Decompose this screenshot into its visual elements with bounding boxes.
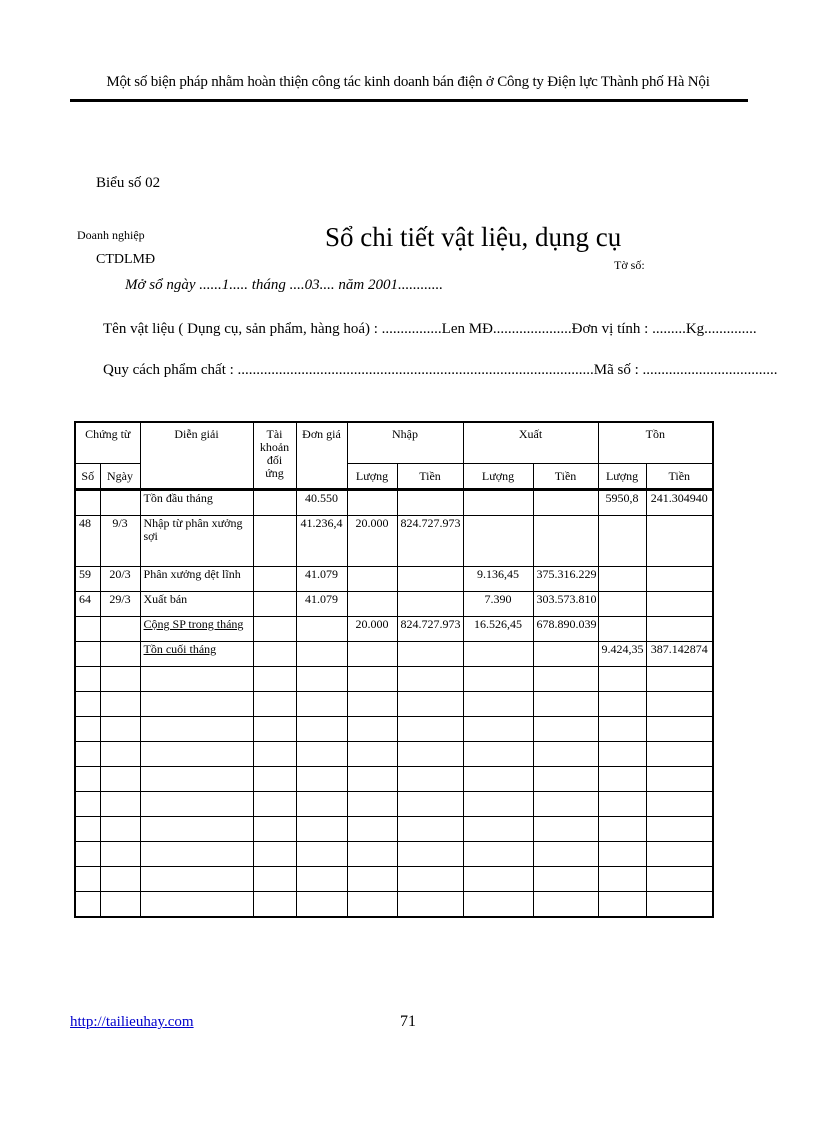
cell-export-qty: [463, 490, 533, 516]
header-import: Nhập: [347, 422, 463, 464]
cell-date: 20/3: [100, 567, 140, 592]
empty-row: [75, 717, 713, 742]
enterprise-name: CTDLMĐ: [96, 252, 156, 267]
ledger-table: [74, 421, 714, 918]
cell-unit-price: 41.079: [296, 567, 347, 592]
cell-no: 59: [75, 567, 100, 592]
empty-row: [75, 842, 713, 867]
cell-balance-qty: [598, 516, 646, 567]
cell-date: [100, 642, 140, 667]
cell-balance-qty: [598, 617, 646, 642]
cell-account: [253, 516, 296, 567]
empty-row: [75, 692, 713, 717]
document-title: Sổ chi tiết vật liệu, dụng cụ: [325, 222, 622, 252]
cell-export-amount: 678.890.039: [533, 617, 598, 642]
cell-date: [100, 490, 140, 516]
header-balance-amount: Tiền: [646, 464, 713, 490]
cell-import-qty: [347, 642, 397, 667]
cell-balance-amount: [646, 516, 713, 567]
cell-balance-qty: [598, 567, 646, 592]
cell-export-qty: [463, 516, 533, 567]
cell-export-amount: [533, 516, 598, 567]
cell-unit-price: [296, 642, 347, 667]
cell-description: Phân xưởng dệt lĩnh: [140, 567, 253, 592]
cell-unit-price: [296, 617, 347, 642]
header-balance-qty: Lượng: [598, 464, 646, 490]
empty-row: [75, 817, 713, 842]
empty-row: [75, 892, 713, 918]
cell-account: [253, 567, 296, 592]
cell-balance-amount: 241.304940: [646, 490, 713, 516]
table-row: [75, 567, 713, 592]
sheet-number: Tờ số:: [614, 258, 645, 272]
header-balance: Tồn: [598, 422, 713, 464]
cell-no: [75, 617, 100, 642]
cell-account: [253, 490, 296, 516]
table-row: [75, 642, 713, 667]
header-import-qty: Lượng: [347, 464, 397, 490]
empty-row: [75, 792, 713, 817]
header-description: Diễn giải: [140, 422, 253, 490]
cell-description: Xuất bán: [140, 592, 253, 617]
form-number: Biểu số 02: [96, 175, 161, 191]
cell-import-qty: 20.000: [347, 516, 397, 567]
empty-row: [75, 667, 713, 692]
cell-balance-qty: 5950,8: [598, 490, 646, 516]
cell-account: [253, 592, 296, 617]
cell-account: [253, 617, 296, 642]
cell-export-amount: 303.573.810: [533, 592, 598, 617]
cell-description: Tồn đầu tháng: [140, 490, 253, 516]
cell-import-qty: [347, 592, 397, 617]
cell-import-amount: [397, 642, 463, 667]
cell-date: 29/3: [100, 592, 140, 617]
cell-unit-price: 41.236,4: [296, 516, 347, 567]
table-row: [75, 592, 713, 617]
cell-date: 9/3: [100, 516, 140, 567]
empty-row: [75, 867, 713, 892]
open-date: Mở sổ ngày ......1..... tháng ....03.... năm 2001............: [125, 277, 443, 293]
page-number: 71: [400, 1013, 416, 1030]
cell-account: [253, 642, 296, 667]
header-export-qty: Lượng: [463, 464, 533, 490]
empty-row: [75, 742, 713, 767]
cell-no: [75, 642, 100, 667]
header-account: Tài khoản đối ứng: [253, 422, 296, 490]
header-unit-price: Đơn giá: [296, 422, 347, 490]
cell-import-amount: 824.727.973: [397, 516, 463, 567]
cell-import-amount: [397, 592, 463, 617]
cell-export-qty: 7.390: [463, 592, 533, 617]
header-no: Số: [75, 464, 100, 490]
cell-balance-amount: 387.142874: [646, 642, 713, 667]
cell-export-amount: [533, 642, 598, 667]
cell-no: 48: [75, 516, 100, 567]
cell-balance-amount: [646, 567, 713, 592]
empty-row: [75, 767, 713, 792]
cell-balance-qty: [598, 592, 646, 617]
cell-date: [100, 617, 140, 642]
table-row: [75, 617, 713, 642]
header-export: Xuất: [463, 422, 598, 464]
cell-export-amount: 375.316.229: [533, 567, 598, 592]
cell-import-amount: [397, 490, 463, 516]
header-date: Ngày: [100, 464, 140, 490]
header-import-amount: Tiền: [397, 464, 463, 490]
cell-balance-qty: 9.424,35: [598, 642, 646, 667]
table-row: [75, 516, 713, 567]
cell-import-amount: 824.727.973: [397, 617, 463, 642]
cell-export-qty: 9.136,45: [463, 567, 533, 592]
cell-import-amount: [397, 567, 463, 592]
footer-link[interactable]: http://tailieuhay.com: [70, 1014, 194, 1030]
spec-line: Quy cách phẩm chất : ...............................................................................................Mã số : ....................................: [103, 362, 778, 378]
cell-no: 64: [75, 592, 100, 617]
cell-description: Cộng SP trong tháng: [140, 617, 253, 642]
cell-export-qty: 16.526,45: [463, 617, 533, 642]
cell-description: Tồn cuối tháng: [140, 642, 253, 667]
cell-export-amount: [533, 490, 598, 516]
cell-import-qty: [347, 567, 397, 592]
cell-unit-price: 41.079: [296, 592, 347, 617]
enterprise-label: Doanh nghiệp: [77, 228, 145, 242]
cell-balance-amount: [646, 617, 713, 642]
header-export-amount: Tiền: [533, 464, 598, 490]
cell-export-qty: [463, 642, 533, 667]
cell-description: Nhập từ phân xưởng sợi: [140, 516, 253, 567]
material-line: Tên vật liệu ( Dụng cụ, sản phẩm, hàng hoá) : ................Len MĐ.....................Đơn vị tính : .........Kg..............: [103, 321, 757, 337]
cell-unit-price: 40.550: [296, 490, 347, 516]
cell-import-qty: 20.000: [347, 617, 397, 642]
cell-import-qty: [347, 490, 397, 516]
header-voucher: Chứng từ: [75, 422, 140, 464]
running-header: Một số biện pháp nhằm hoàn thiện công tác kinh doanh bán điện ở Công ty Điện lực Thành phố Hà Nội: [106, 74, 710, 90]
table-row: [75, 490, 713, 516]
cell-no: [75, 490, 100, 516]
header-rule: [70, 99, 748, 102]
cell-balance-amount: [646, 592, 713, 617]
